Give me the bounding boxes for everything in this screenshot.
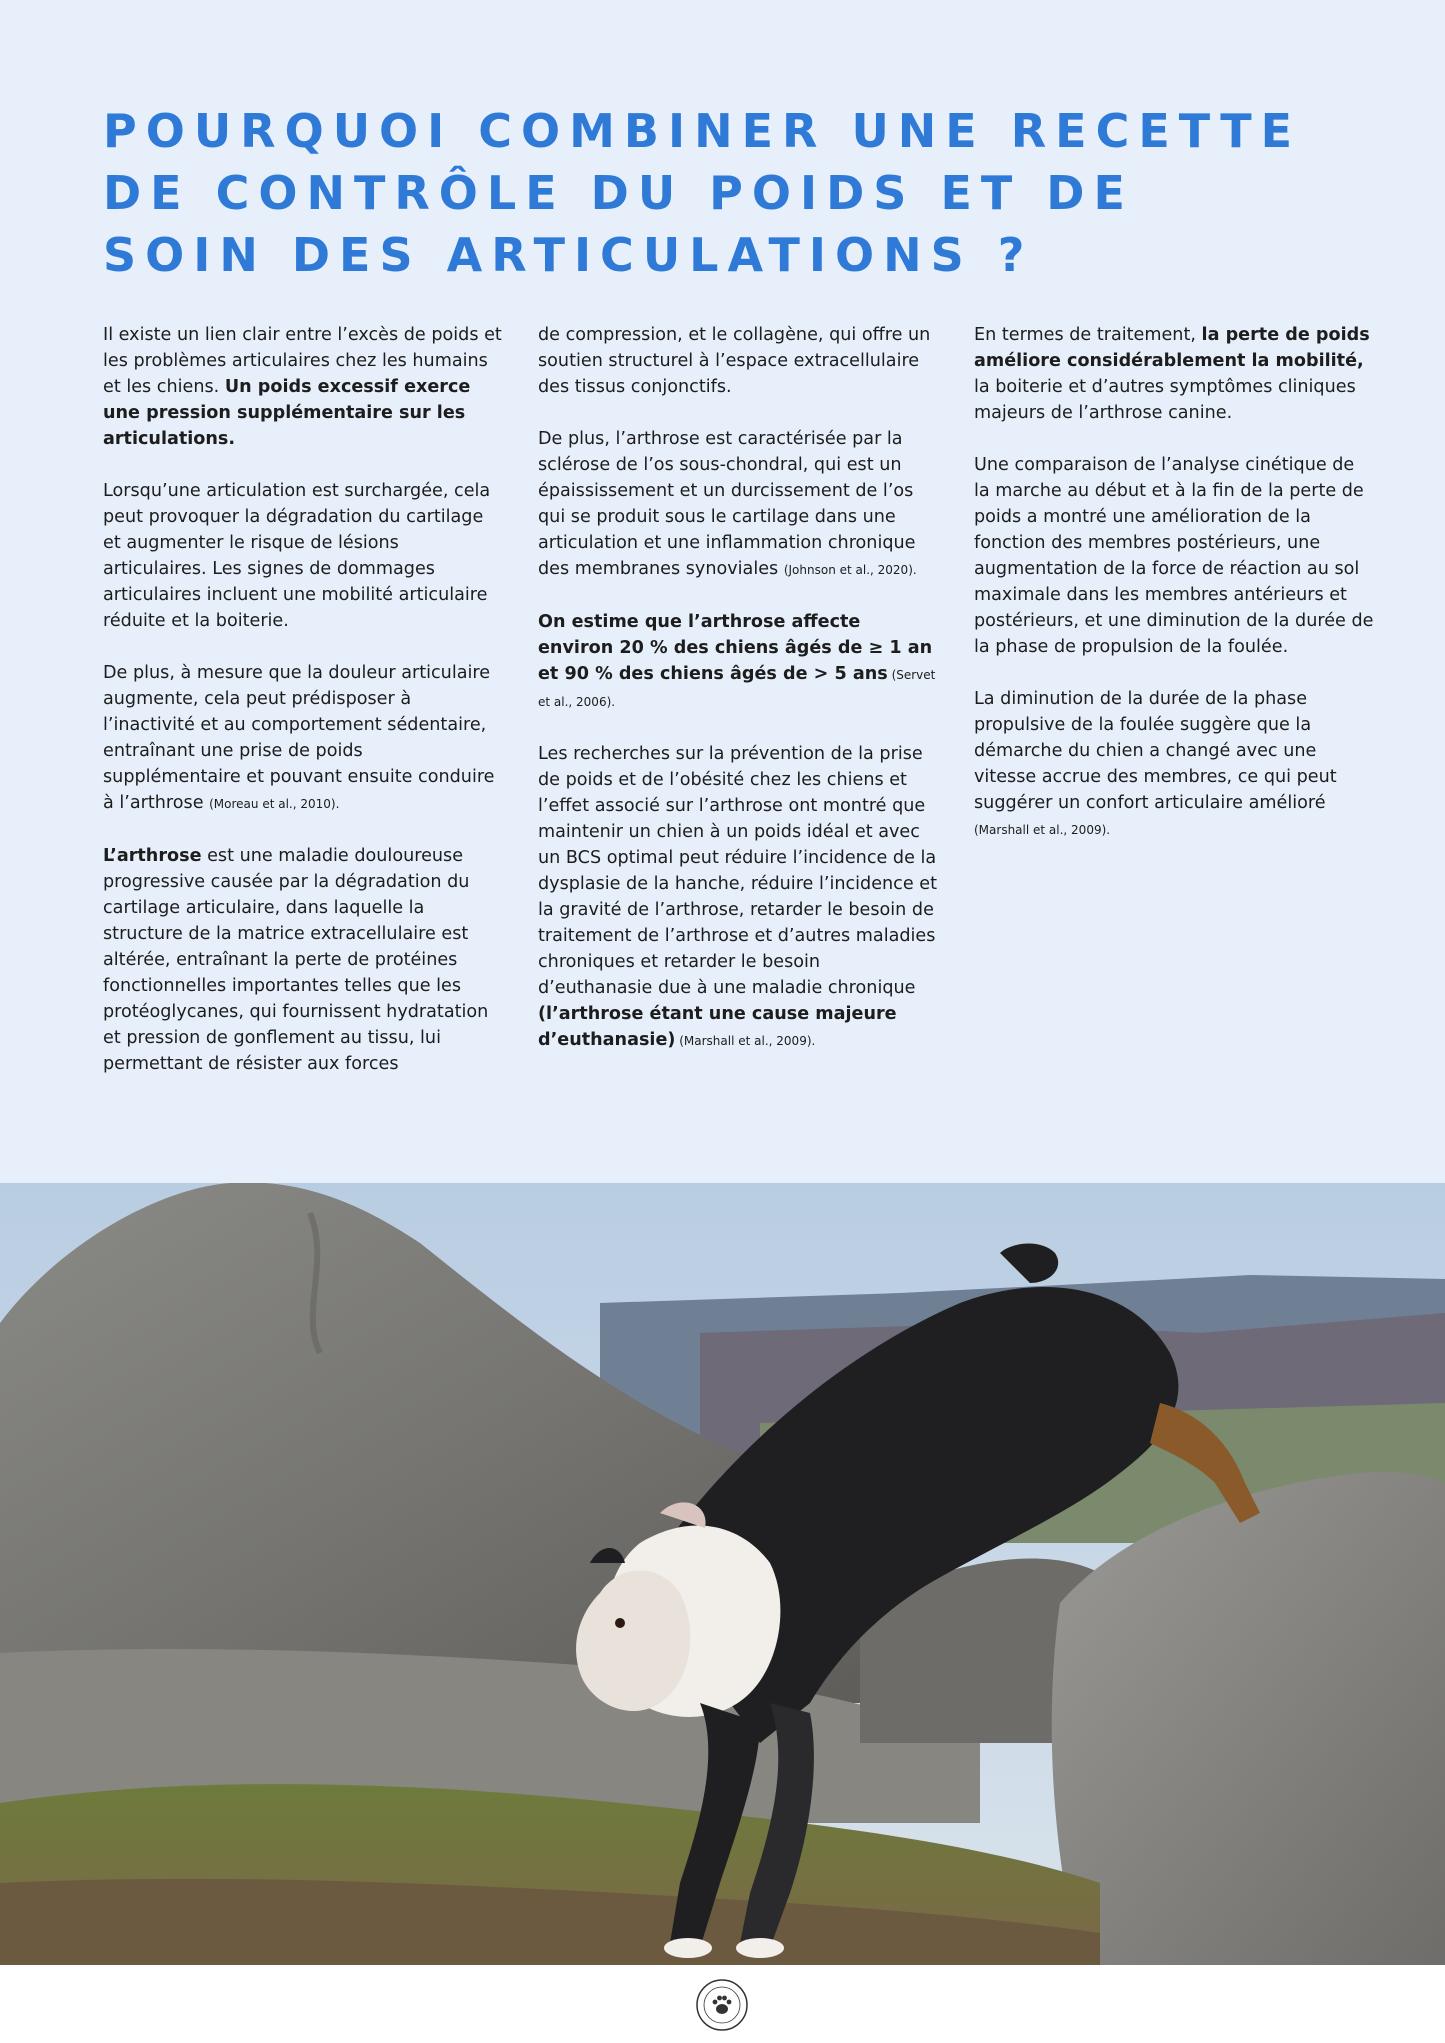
dog-photo bbox=[0, 1183, 1445, 1965]
paragraph bbox=[103, 660, 503, 817]
paragraph bbox=[974, 686, 1374, 843]
citation: (Servet et al., 2006). bbox=[538, 668, 936, 709]
bold-text: L’arthrose bbox=[103, 846, 202, 866]
bold-text: Un poids excessif exerce une pression supplémentaire sur les articulations. bbox=[103, 377, 471, 449]
text: De plus, l’arthrose est caractérisée par la sclérose de l’os sous-chondral, qui est un épaississement et un durcissement de l’os qui se produit sous le cartilage dans une articulation et une inflammation chronique des membranes synoviales bbox=[538, 429, 916, 579]
text: est une maladie douloureuse progressive causée par la dégradation du cartilage articulaire, dans laquelle la structure de la matrice extracellulaire est altérée, entraînant la perte de protéines fonctionnelles importantes telles que les protéoglycanes, qui fournissent hydratation et pression de gonflement au tissu, lui permettant de résister aux forces bbox=[103, 846, 489, 1074]
text: Il existe un lien clair entre l’excès de poids et les problèmes articulaires chez les humains et les chiens. bbox=[103, 325, 502, 397]
paragraph bbox=[974, 322, 1374, 426]
paragraph bbox=[103, 322, 503, 452]
column-3 bbox=[974, 322, 1374, 869]
bold-text: On estime que l’arthrose affecte environ 20 % des chiens âgés de ≥ 1 an et 90 % des chiens âgés de > 5 ans bbox=[538, 612, 933, 684]
text: De plus, à mesure que la douleur articulaire augmente, cela peut prédisposer à l’inactivité et au comportement sédentaire, entraînant une prise de poids supplémentaire et pouvant ensuite conduire à l’arthrose bbox=[103, 663, 495, 813]
citation: (Marshall et al., 2009). bbox=[675, 1034, 816, 1048]
citation: (Marshall et al., 2009). bbox=[974, 823, 1111, 837]
paragraph bbox=[538, 741, 938, 1054]
paragraph: de compression, et le collagène, qui offre un soutien structurel à l’espace extracellulaire des tissus conjonctifs. bbox=[538, 325, 931, 397]
paw-icon bbox=[695, 1978, 749, 2032]
dog-jumping-illustration bbox=[0, 1183, 1445, 1965]
text: la boiterie et d’autres symptômes cliniques majeurs de l’arthrose canine. bbox=[974, 377, 1356, 423]
title-line-1: POURQUOI COMBINER UNE RECETTE bbox=[103, 104, 1302, 158]
column-1 bbox=[103, 322, 503, 1103]
column-2 bbox=[538, 322, 938, 1080]
text: En termes de traitement, bbox=[974, 325, 1202, 345]
text: La diminution de la durée de la phase propulsive de la foulée suggère que la démarche du chien a changé avec une vitesse accrue des membres, ce qui peut suggérer un confort articulaire amélioré bbox=[974, 689, 1337, 813]
paragraph: Lorsqu’une articulation est surchargée, cela peut provoquer la dégradation du cartilage et augmenter le risque de lésions articulaires. Les signes de dommages articulaires incluent une mobilité articulaire réduite et la boiterie. bbox=[103, 481, 491, 631]
paragraph bbox=[538, 609, 938, 715]
paragraph bbox=[538, 426, 938, 583]
text: Les recherches sur la prévention de la prise de poids et de l’obésité chez les chiens et l’effet associé sur l’arthrose ont montré que maintenir un chien à un poids idéal et avec un BCS optimal peut réduire l’incidence de la dysplasie de la hanche, réduire l’incidence et la gravité de l’arthrose, retarder le besoin de traitement de l’arthrose et d’autres maladies chroniques et retarder le besoin d’euthanasie due à une maladie chronique bbox=[538, 744, 937, 998]
paragraph bbox=[103, 843, 503, 1077]
citation: (Johnson et al., 2020). bbox=[783, 563, 917, 577]
bold-text: (l’arthrose étant une cause majeure d’euthanasie) bbox=[538, 1004, 897, 1050]
bold-text: la perte de poids améliore considérablement la mobilité, bbox=[974, 325, 1370, 371]
title-line-2: DE CONTRÔLE DU POIDS ET DE bbox=[103, 166, 1134, 220]
title-line-3: SOIN DES ARTICULATIONS ? bbox=[103, 228, 1034, 282]
page-title bbox=[103, 100, 1353, 286]
citation: (Moreau et al., 2010). bbox=[209, 797, 340, 811]
paragraph: Une comparaison de l’analyse cinétique de la marche au début et à la fin de la perte de poids a montré une amélioration de la fonction des membres postérieurs, une augmentation de la force de réaction au sol maximale dans les membres antérieurs et postérieurs, et une diminution de la durée de la phase de propulsion de la foulée. bbox=[974, 455, 1374, 657]
